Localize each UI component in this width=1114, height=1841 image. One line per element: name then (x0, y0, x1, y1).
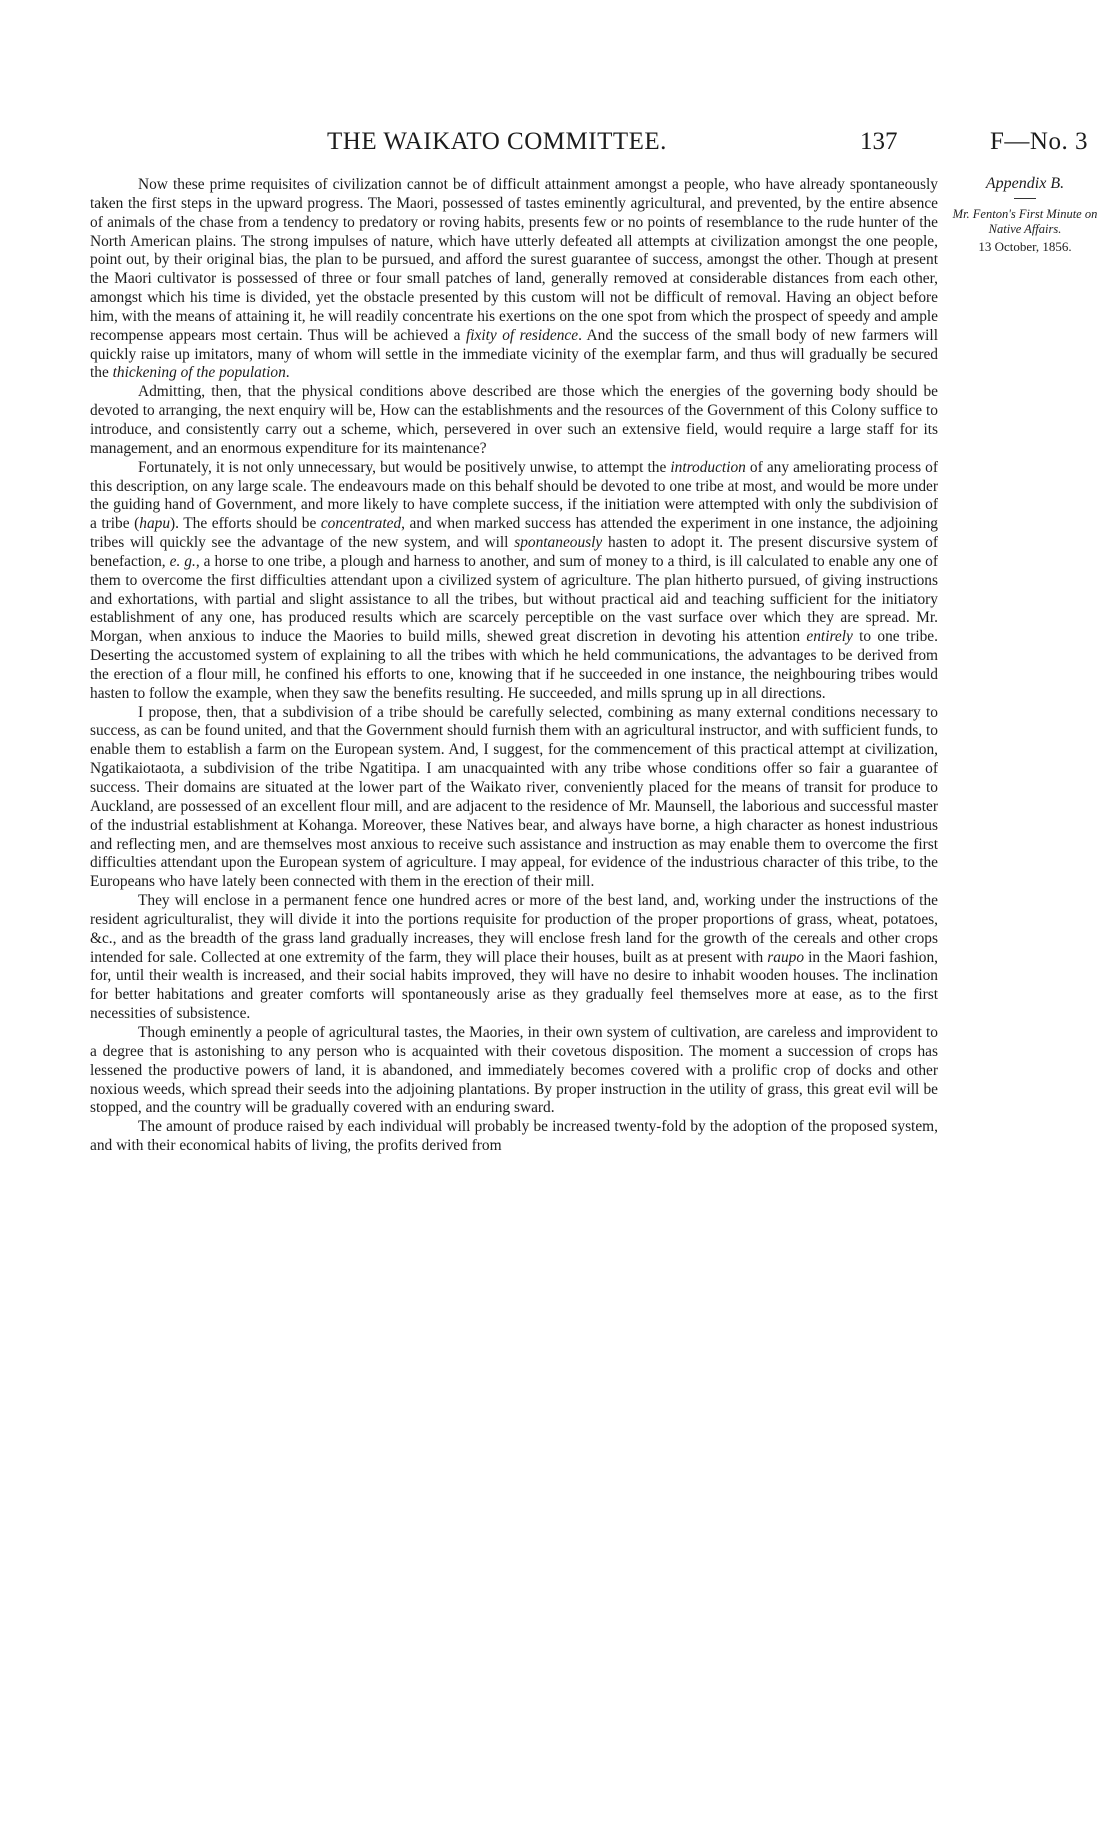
page-number: 137 (860, 128, 898, 155)
paragraph (90, 892, 938, 1024)
margin-note (950, 176, 1100, 255)
minute-title: Mr. Fenton's First Minute on Native Affairs. (952, 207, 1098, 236)
paragraph-text: I propose, then, that a subdivision of a tribe should be carefully selected, combining as many external conditions necessary to success, as can be found united, and that the Government should furnish them with an agricultural instructor, and with sufficient funds, to enable them to establish a farm on the European system. And, I suggest, for the commencement of this practical attempt at civilization, Ngatikaiotaota, a subdivision of the tribe Ngatitipa. I am unacquainted with any tribe whose conditions offer so fair a guarantee of success. Their domains are situated at the lower part of the Waikato river, conveniently placed for the means of transit for produce to Auckland, are possessed of an excellent flour mill, and are adjacent to the residence of Mr. Maunsell, the laborious and successful master of the industrial establishment at Kohanga. Moreover, these Natives bear, and always have borne, a high character as honest industrious and reflecting men, and are themselves most anxious to receive such assistance and instruction as may enable them to overcome the first difficulties attendant upon the European system of agriculture. I may appeal, for evidence of the industrious character of this tribe, to the Europeans who have lately been connected with them in the erection of their mill. (90, 703, 938, 891)
paragraph-text: The amount of produce raised by each individual will probably be increased twenty-fold by the adoption of the proposed system, and with their economical habits of living, the profits derived from (90, 1118, 938, 1155)
paragraph-text: . And the success of the small body of new farmers will quickly raise up imitators, many of whom will settle in the immediate vicinity of the exemplar farm, and thus will gradually be secured the (90, 326, 938, 382)
paragraph (90, 1024, 938, 1118)
page-header (0, 128, 1114, 160)
page-title: THE WAIKATO COMMITTEE. (327, 128, 667, 155)
paragraph-text: They will enclose in a permanent fence one hundred acres or more of the best land, and, working under the instructions of the resident agriculturalist, they will divide it into the portions requisite for production of the proper proportions of grass, wheat, potatoes, &c., and as the breadth of the grass land gradually increases, they will enclose fresh land for the growth of the cereals and other crops intended for sale. Collected at one extremity of the farm, they will place their houses, built as at present with (90, 892, 938, 966)
paragraph-text: , and when marked success has attended the experiment in one instance, the adjoining tribes will quickly see the advantage of the new system, and will (90, 515, 938, 552)
paragraph (90, 1118, 938, 1156)
italic-text: hapu (139, 515, 171, 533)
paragraph (90, 383, 938, 458)
italic-text: raupo (767, 948, 805, 966)
document-reference: F—No. 3 (990, 128, 1088, 155)
paragraph-text: Admitting, then, that the physical conditions above described are those which the energies of the governing body should be devoted to arranging, the next enquiry will be, How can the establishments and the resources of the Government of this Colony suffice to introduce, and consistently carry out a scheme, which, persevered in over such an extensive field, would require a large staff for its management, and an enormous expenditure for its maintenance? (90, 383, 938, 457)
paragraph-text: ). The efforts should be (170, 515, 321, 533)
margin-rule (1014, 198, 1036, 199)
paragraph-text: Now these prime requisites of civilization cannot be of difficult attainment amongst a people, who have already spontaneously taken the first steps in the upward progress. The Maori, possessed of tastes eminently agricultural, and prevented, by the entire absence of animals of the chase from a tendency to predatory or roving habits, presents few or no points of resemblance to the rude hunter of the North American plains. The strong impulses of nature, which have utterly defeated all attempts at civilization amongst the one people, point out, by their original bias, the plan to be pursued, and afford the surest guarantee of success, amongst the other. Though at present the Maori cultivator is possessed of three or four small patches of land, generally removed at considerable distances from each other, amongst which his time is divided, yet the obstacle presented by this custom will not be difficult of removal. Having an object before him, with the means of attaining it, he will readily concentrate his exertions on the one spot from which the prospect of speedy and ample recompense appears most certain. Thus will be achieved a (90, 176, 938, 344)
paragraph-text: to one tribe. Deserting the accustomed system of explaining to all the tribes with which he held communications, the advantages to be derived from the erection of a flour mill, he confined his efforts to one, knowing that if he succeeded in one instance, the neighbouring tribes would hasten to follow the example, when they saw the benefits resulting. He succeeded, and mills sprung up in all directions. (90, 628, 938, 702)
italic-text: spontaneously (514, 534, 603, 552)
paragraph-text: hasten to adopt it. The present discursive system of benefaction, (90, 534, 938, 570)
appendix-label: Appendix B. (985, 175, 1065, 192)
paragraph (90, 176, 938, 383)
paragraph-text: in the Maori fashion, for, until their wealth is increased, and their social habits improved, they will have no desire to inhabit wooden houses. The inclination for better habitations and greater comforts will spontaneously arise as they gradually feel themselves more at ease, as to the first necessities of subsistence. (90, 948, 938, 1023)
italic-text: introduction (670, 458, 746, 476)
italic-text: thickening of the population (112, 364, 286, 382)
italic-text: entirely (806, 628, 853, 646)
paragraph-text: Though eminently a people of agricultural tastes, the Maories, in their own system of cultivation, are careless and improvident to a degree that is astonishing to any person who is acquainted with their covetous disposition. The moment a succession of crops has lessened the productive powers of land, it is abandoned, and immediately becomes covered with a prolific crop of docks and other noxious weeds, which spread their seeds into the adjoining plantations. By proper instruction in the utility of grass, this great evil will be stopped, and the country will be gradually covered with an enduring sward. (90, 1023, 938, 1117)
italic-text: e. g. (169, 552, 196, 570)
paragraph (90, 704, 938, 892)
minute-date: 13 October, 1856. (978, 239, 1072, 254)
italic-text: fixity of residence (465, 326, 579, 344)
italic-text: concentrated (320, 515, 402, 533)
paragraph-text: . (285, 364, 290, 382)
paragraph-text: , a horse to one tribe, a plough and harness to another, and sum of money to a third, is ill calculated to enable any one of them to overcome the first difficulties attendant upon a civilized system of agriculture. The plan hitherto pursued, of giving instructions and exhortations, with partial and slight assistance to all the tribes, but without practical aid and teaching sufficient for the initiatory establishment of any one, has produced results which are scarcely perceptible on the vast surface over which they are spread. Mr. Morgan, when anxious to induce the Maories to build mills, shewed great discretion in devoting his attention (90, 552, 938, 646)
body-text (90, 176, 938, 1156)
paragraph-text: Fortunately, it is not only unnecessary, but would be positively unwise, to attempt the (138, 458, 671, 476)
paragraph (90, 459, 938, 704)
paragraph-text: of any ameliorating process of this description, on any large scale. The endeavours made on this behalf should be devoted to one tribe at most, and would be more under the guiding hand of Government, and more likely to have complete success, if the initiation were attempted with only the subdivision of a tribe ( (90, 458, 938, 533)
